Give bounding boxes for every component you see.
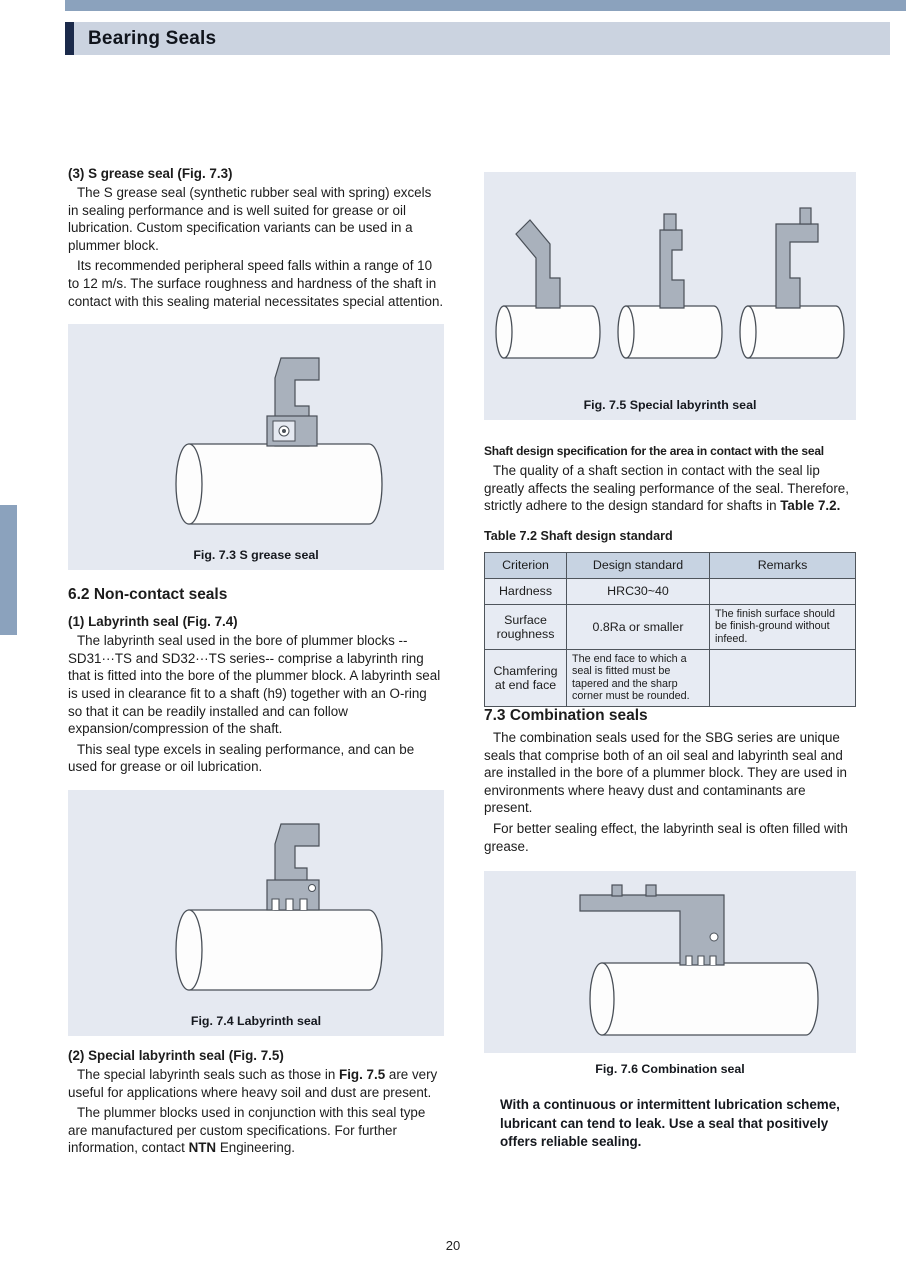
figure-7-4 — [68, 790, 444, 1036]
table-row-surface-roughness — [485, 604, 856, 649]
figure-7-3 — [68, 324, 444, 570]
paragraph-combination-1: The combination seals used for the SBG series are unique seals that comprise both of an oil seal and labyrinth seal and are installed in the bore of a plummer block. They are used in environments where heavy dust and contaminants are present. — [484, 729, 847, 816]
heading-shaft-design-spec: Shaft design specification for the area in contact with the seal — [484, 444, 824, 458]
heading-combination-seals: 7.3 Combination seals — [484, 706, 648, 724]
paragraph-special-2 — [68, 1104, 444, 1157]
section-side-tab — [0, 505, 17, 635]
cell-hardness-remarks — [710, 578, 856, 604]
figure-7-4-caption: Fig. 7.4 Labyrinth seal — [190, 1013, 322, 1028]
heading-labyrinth-seal: (1) Labyrinth seal (Fig. 7.4) — [68, 614, 238, 630]
ntn-brand-text: NTN — [188, 1140, 217, 1156]
table-row-hardness — [485, 578, 856, 604]
paragraph-special-2-text: The plummer blocks used in conjunction with this seal type are manufactured per custom specifications. For further information, contact — [68, 1105, 426, 1156]
page-number: 20 — [445, 1238, 461, 1253]
cell-hardness-standard: HRC30~40 — [567, 578, 710, 604]
title-accent-bar — [65, 22, 74, 55]
lubrication-note: With a continuous or intermittent lubrication scheme, lubricant can tend to leak. Use a seal that positively offers reliable sealing. — [500, 1097, 840, 1150]
figure-7-6 — [484, 871, 856, 1053]
shaft-design-table — [484, 552, 856, 707]
table-header-row — [485, 552, 856, 578]
cell-roughness-criterion: Surface roughness — [485, 604, 567, 649]
cell-hardness-criterion: Hardness — [485, 578, 567, 604]
paragraph-special-1-text: The special labyrinth seals such as those in — [77, 1066, 340, 1082]
page-title: Bearing Seals — [88, 28, 217, 49]
top-bar — [65, 0, 906, 11]
paragraph-labyrinth-2: This seal type excels in sealing performance, and can be used for grease or oil lubrication. — [68, 741, 415, 775]
table-7-2-reference: Table 7.2. — [780, 498, 841, 514]
labyrinth-seal-diagram — [69, 798, 443, 998]
paragraph-combination-2: For better sealing effect, the labyrinth seal is often filled with grease. — [484, 820, 848, 854]
cell-chamfering-standard: The end face to which a seal is fitted must be tapered and the sharp corner must be rounded. — [567, 649, 710, 706]
table-header-design-standard: Design standard — [567, 552, 710, 578]
fig-7-5-reference: Fig. 7.5 — [339, 1066, 386, 1082]
table-7-2-title: Table 7.2 Shaft design standard — [484, 528, 673, 543]
cell-chamfering-criterion: Chamfering at end face — [485, 649, 567, 706]
figure-7-3-caption: Fig. 7.3 S grease seal — [193, 548, 319, 563]
paragraph-special-1 — [68, 1066, 444, 1101]
paragraph-shaft-design — [484, 462, 856, 515]
figure-7-6-caption: Fig. 7.6 Combination seal — [595, 1062, 745, 1077]
paragraph-special-1-rest: are very useful for applications where heavy soil and dust are present. — [68, 1066, 438, 1100]
table-row-chamfering — [485, 649, 856, 706]
table-header-remarks: Remarks — [710, 552, 856, 578]
special-labyrinth-seal-diagrams — [484, 180, 856, 382]
s-grease-seal-diagram — [69, 332, 443, 532]
figure-7-5 — [484, 172, 856, 420]
paragraph-shaft-text: The quality of a shaft section in contact with the seal lip greatly affects the sealing performance of the seal. Therefore, strictly adhere to the design standard for shafts in — [484, 463, 849, 514]
table-header-criterion: Criterion — [485, 552, 567, 578]
heading-non-contact-seals: 6.2 Non-contact seals — [68, 586, 228, 604]
cell-roughness-standard: 0.8Ra or smaller — [567, 604, 710, 649]
paragraph-labyrinth-1: The labyrinth seal used in the bore of plummer blocks -- SD31···TS and SD32···TS series-- comprise a labyrinth ring that is fitted into the bore of the plummer block. A labyrinth seal is used in clearance fit to a shaft (h9) together with an O-ring so that it can be readily installed and can follow expansion/compression of the shaft. — [68, 633, 441, 737]
cell-chamfering-remarks — [710, 649, 856, 706]
right-column — [484, 172, 856, 1152]
figure-7-5-caption: Fig. 7.5 Special labyrinth seal — [583, 398, 757, 412]
paragraph-special-2-rest: Engineering. — [216, 1140, 296, 1156]
heading-s-grease-seal: (3) S grease seal (Fig. 7.3) — [68, 166, 233, 181]
paragraph-s-grease-1: The S grease seal (synthetic rubber seal with spring) excels in sealing performance and is well suited for grease or oil lubrication. Custom specification variants can be used in a plummer block. — [68, 185, 432, 253]
heading-special-labyrinth-seal: (2) Special labyrinth seal (Fig. 7.5) — [68, 1047, 284, 1063]
cell-roughness-remarks: The finish surface should be finish-ground without infeed. — [710, 604, 856, 649]
combination-seal-diagram — [484, 879, 856, 1039]
paragraph-s-grease-2: Its recommended peripheral speed falls within a range of 10 to 12 m/s. The surface roughness and hardness of the shaft in contact with this sealing material necessitates special attention. — [68, 258, 444, 309]
left-column — [68, 166, 444, 1160]
